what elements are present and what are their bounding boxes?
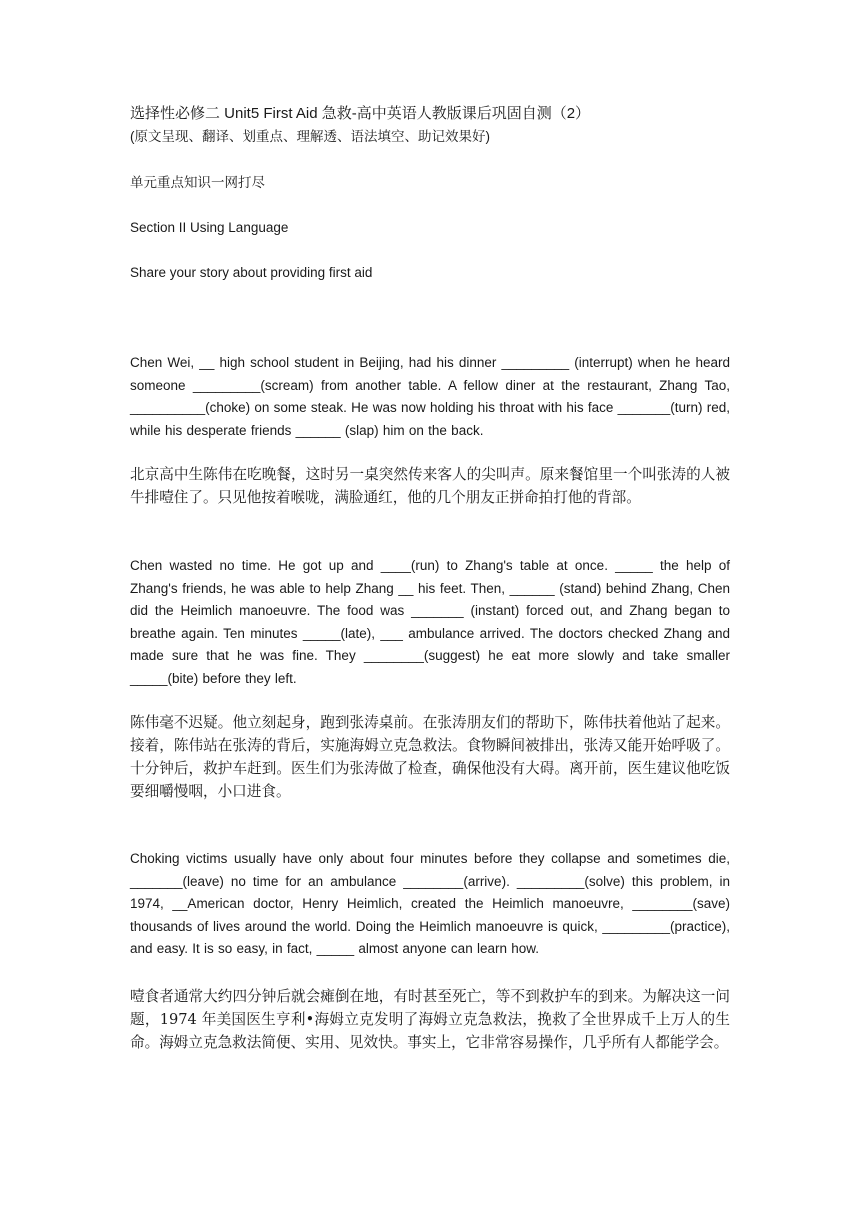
topic-heading: Share your story about providing first aid — [130, 265, 373, 280]
passage-2-english: Chen wasted no time. He got up and ____(run) to Zhang's table at once. _____ the help of Zhang's friends, he was able to help Zhang __ his feet. Then, ______ (stand) behind Zhang, Chen did the Heimlich manoeuvre. The food was _______ (instant) forced out, and Zhang began to breathe again. Ten minutes _____(late), ___ ambulance arrived. The doctors checked Zhang and made sure that he was fine. They ________(suggest) he eat more slowly and take smaller _____(bite) before they left. — [130, 558, 730, 686]
passage-1-chinese: 北京高中生陈伟在吃晚餐，这时另一桌突然传来客人的尖叫声。原来餐馆里一个叫张涛的人被牛排噎住了。只见他按着喉咙，满脸通红，他的几个朋友正拼命拍打他的背部。 — [130, 466, 730, 506]
passage-3-chinese: 噎食者通常大约四分钟后就会瘫倒在地，有时甚至死亡，等不到救护车的到来。为解决这一问题，1974 年美国医生亨利•海姆立克发明了海姆立克急救法，挽救了全世界成千上万人的生命。海姆立克急救法简便、实用、见效快。事实上，它非常容易操作，几乎所有人都能学会。 — [130, 988, 730, 1051]
document-subtitle: (原文呈现、翻译、划重点、理解透、语法填空、助记效果好) — [130, 129, 490, 144]
document-title: 选择性必修二 Unit5 First Aid 急救-高中英语人教版课后巩固自测（2） — [130, 105, 591, 122]
passage-2-chinese: 陈伟毫不迟疑。他立刻起身，跑到张涛桌前。在张涛朋友们的帮助下，陈伟扶着他站了起来。接着，陈伟站在张涛的背后，实施海姆立克急救法。食物瞬间被排出，张涛又能开始呼吸了。十分钟后，救护车赶到。医生们为张涛做了检查，确保他没有大碍。离开前，医生建议他吃饭要细嚼慢咽，小口进食。 — [130, 714, 730, 800]
unit-summary-heading: 单元重点知识一网打尽 — [130, 175, 265, 190]
passage-1-english: Chen Wei, __ high school student in Beijing, had his dinner _________ (interrupt) when he heard someone _________(scream) from another table. A fellow diner at the restaurant, Zhang Tao, __________(choke) on some steak. He was now holding his throat with his face _______(turn) red, while his desperate friends ______ (slap) him on the back. — [130, 355, 730, 438]
passage-3-english: Choking victims usually have only about four minutes before they collapse and sometimes die, _______(leave) no time for an ambulance ________(arrive). _________(solve) this problem, in 1974, __American doctor, Henry Heimlich, created the Heimlich manoeuvre, ________(save) thousands of lives around the world. Doing the Heimlich manoeuvre is quick, _________(practice), and easy. It is so easy, in fact, _____ almost anyone can learn how. — [130, 851, 730, 957]
section-heading: Section II Using Language — [130, 220, 289, 235]
